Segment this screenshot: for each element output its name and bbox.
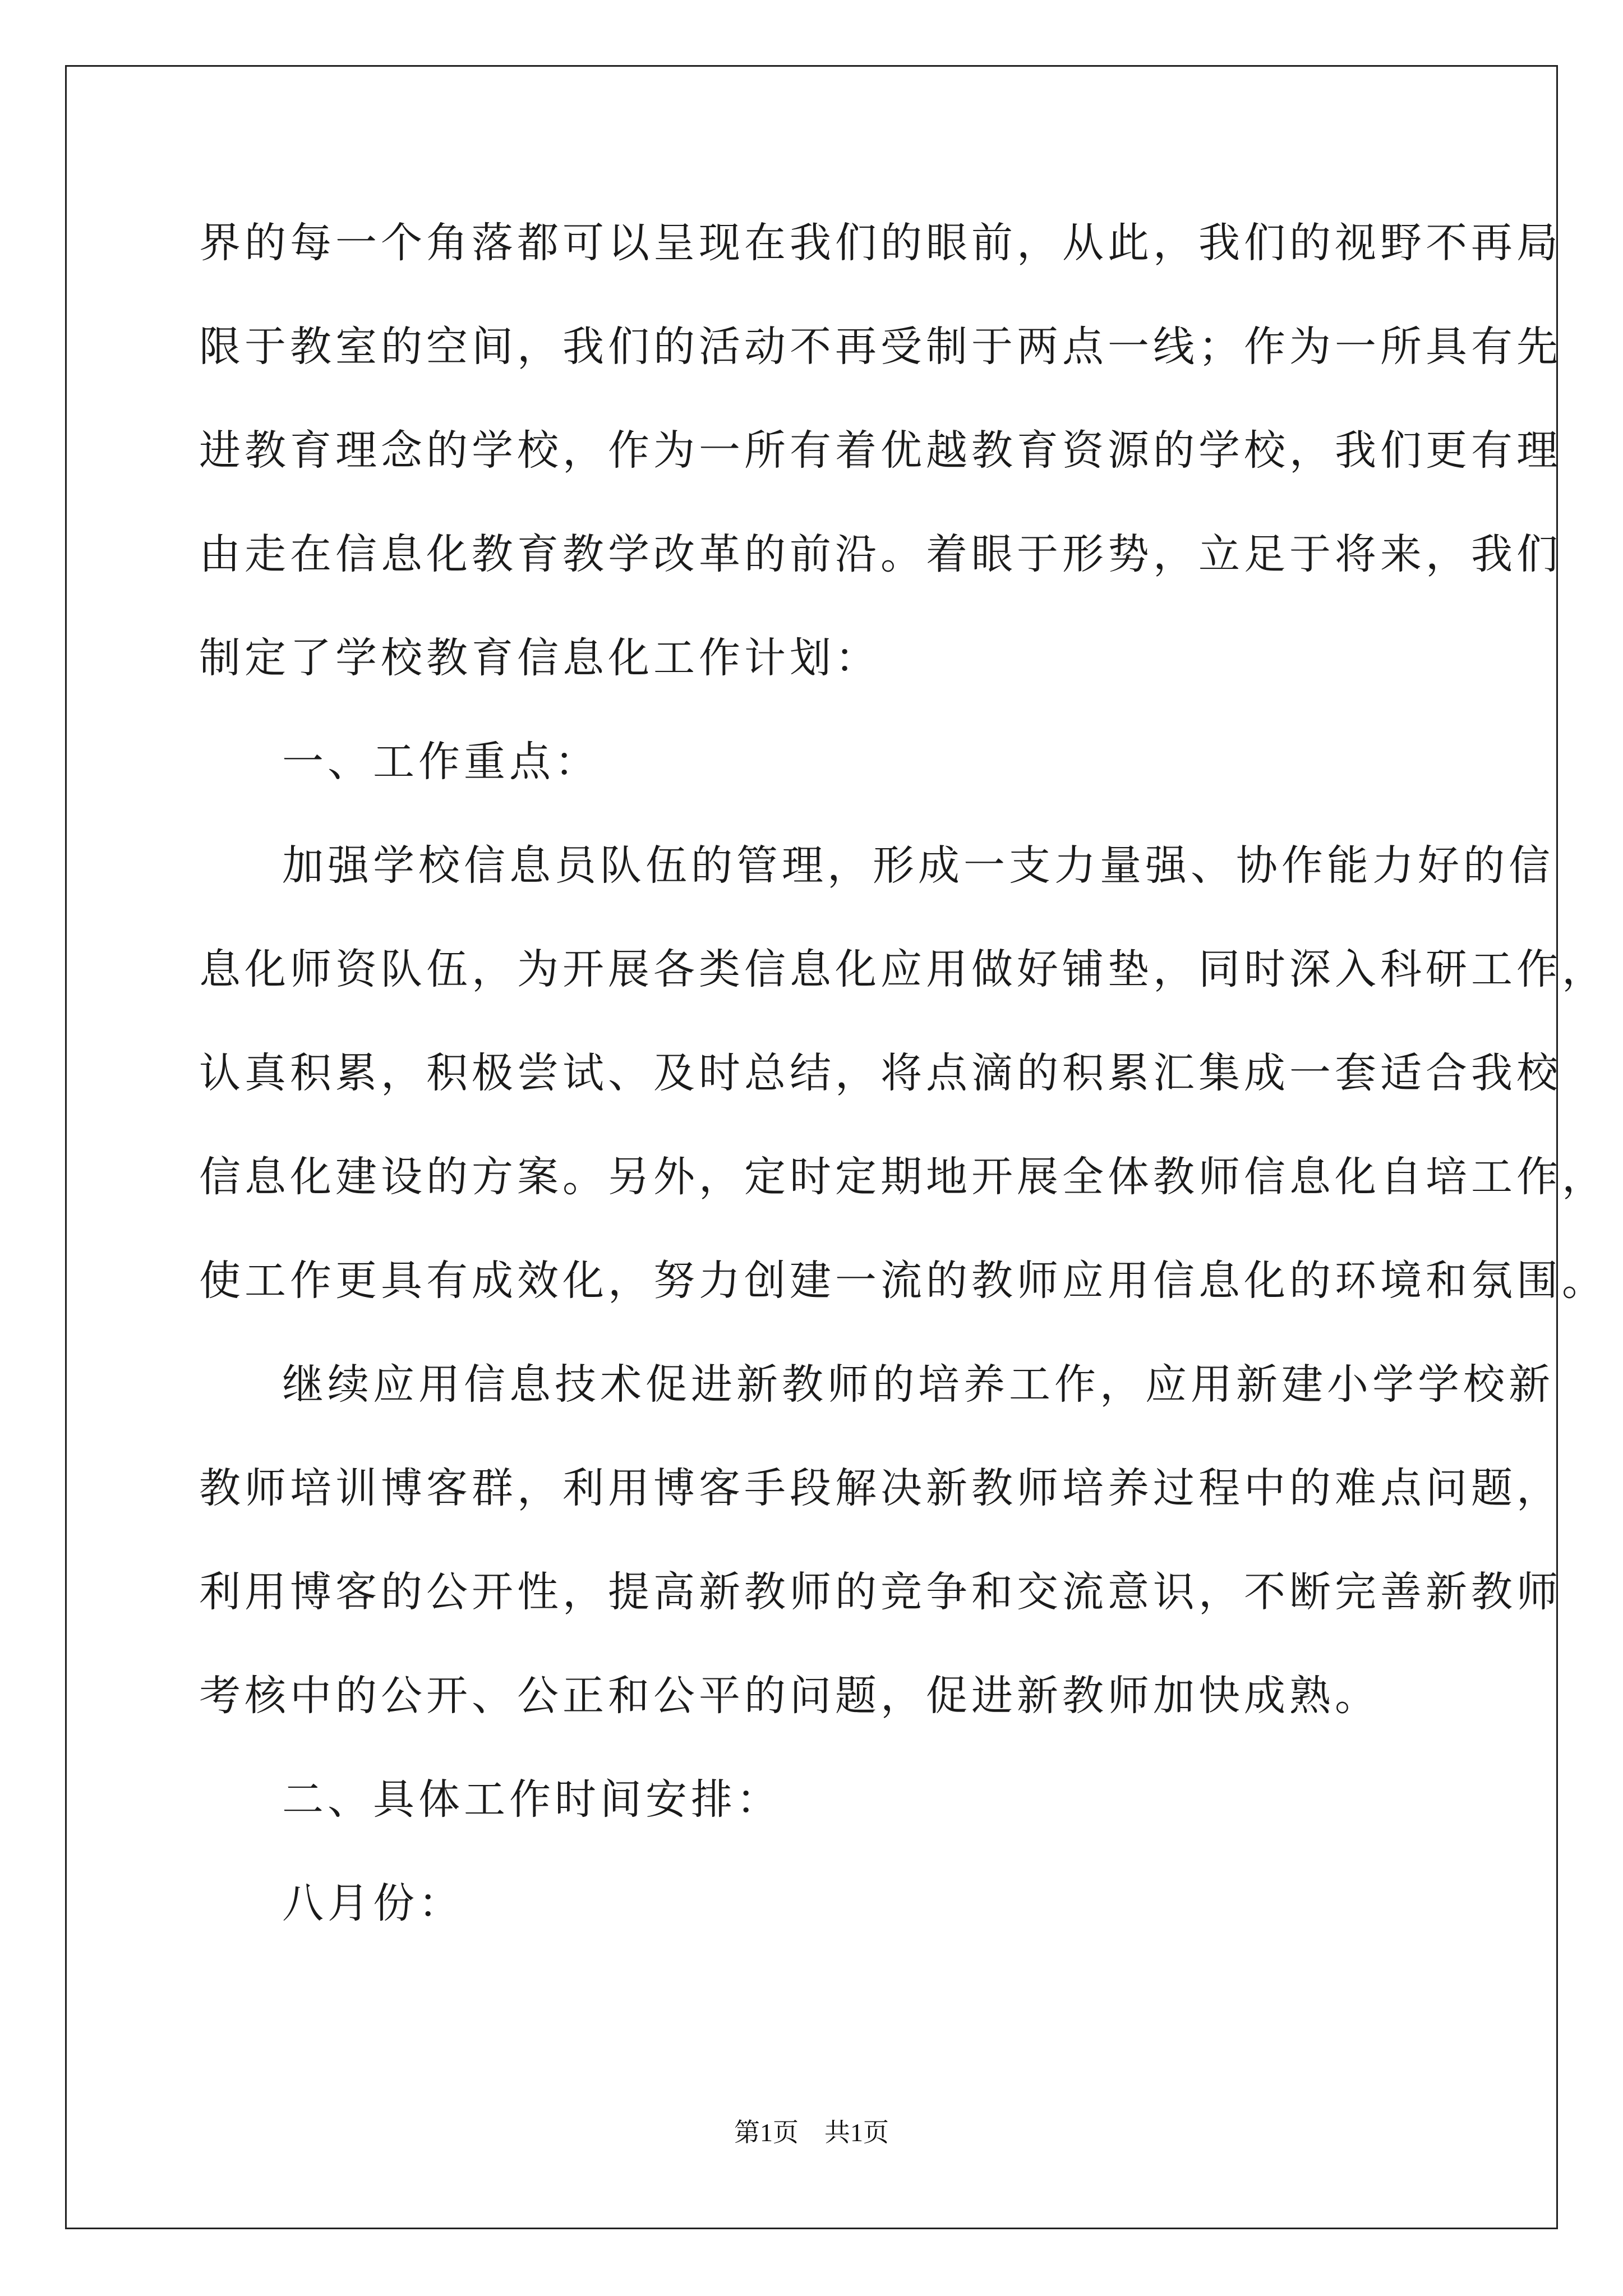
text-line: 信息化建设的方案。另外，定时定期地开展全体教师信息化自培工作， — [199, 1153, 1607, 1201]
paragraph-start: 继续应用信息技术促进新教师的培养工作，应用新建小学学校新 — [282, 1360, 1554, 1409]
section-heading: 一、工作重点： — [282, 738, 600, 786]
paragraph-start: 加强学校信息员队伍的管理，形成一支力量强、协作能力好的信 — [282, 841, 1554, 890]
document-body — [199, 215, 1607, 1979]
section-heading: 二、具体工作时间安排： — [282, 1775, 782, 1824]
text-line: 进教育理念的学校，作为一所有着优越教育资源的学校，我们更有理 — [199, 426, 1562, 475]
text-line: 使工作更具有成效化，努力创建一流的教师应用信息化的环境和氛围。 — [199, 1257, 1607, 1305]
text-line: 制定了学校教育信息化工作计划： — [199, 634, 880, 682]
subsection-heading: 八月份： — [282, 1879, 464, 1927]
text-line: 教师培训博客群，利用博客手段解决新教师培养过程中的难点问题， — [199, 1464, 1562, 1512]
text-line: 认真积累，积极尝试、及时总结，将点滴的积累汇集成一套适合我校 — [199, 1049, 1562, 1097]
text-line: 由走在信息化教育教学改革的前沿。着眼于形势，立足于将来，我们 — [199, 530, 1562, 578]
page-number-footer: 第1页 共1页 — [734, 2118, 889, 2147]
text-line: 界的每一个角落都可以呈现在我们的眼前，从此，我们的视野不再局 — [199, 219, 1562, 267]
text-line: 限于教室的空间，我们的活动不再受制于两点一线；作为一所具有先 — [199, 323, 1562, 371]
text-line: 考核中的公开、公正和公平的问题，促进新教师加快成熟。 — [199, 1672, 1380, 1720]
text-line: 息化师资队伍，为开展各类信息化应用做好铺垫，同时深入科研工作， — [199, 945, 1607, 993]
text-line: 利用博客的公开性，提高新教师的竞争和交流意识，不断完善新教师 — [199, 1568, 1562, 1616]
